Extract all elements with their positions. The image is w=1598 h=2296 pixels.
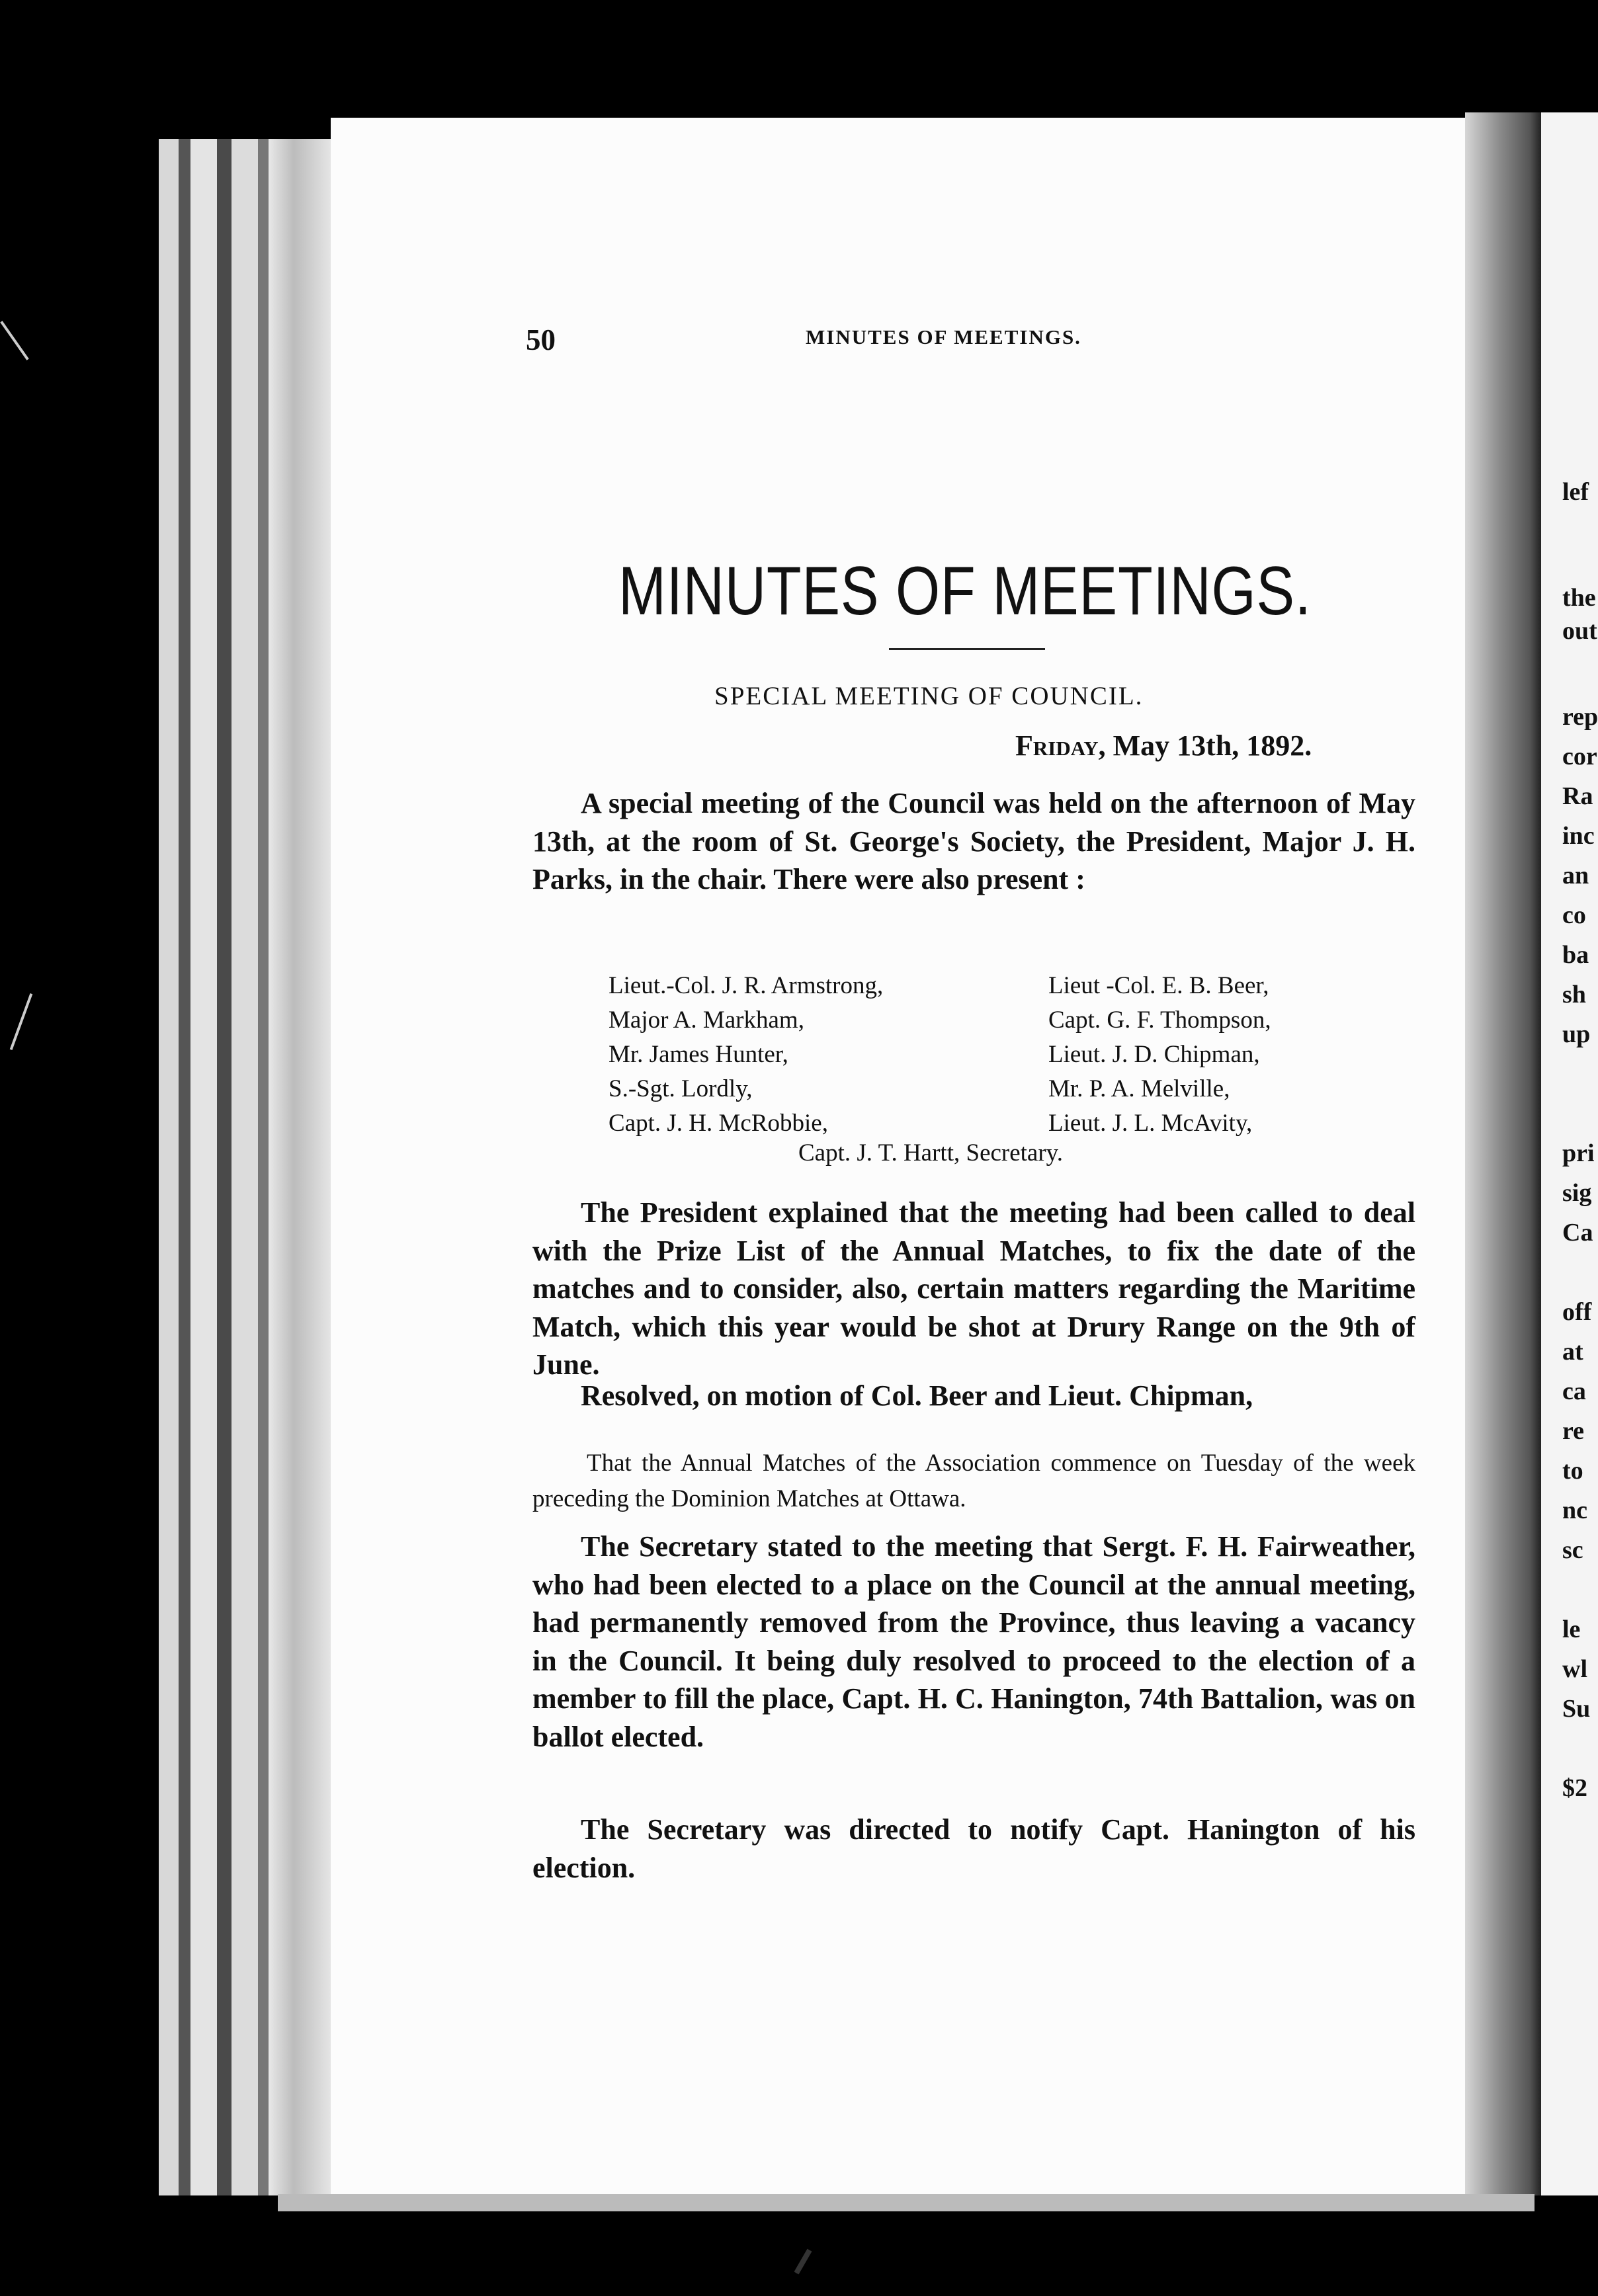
facing-page-fragment: re: [1562, 1417, 1585, 1445]
facing-page-fragment: ba: [1562, 941, 1589, 969]
scan-mark: [10, 993, 33, 1050]
facing-page-fragment: rep: [1562, 703, 1598, 731]
book-edge: [159, 139, 179, 2195]
attendees-list: [609, 969, 1369, 1141]
secretary-paragraph: The Secretary stated to the meeting that Sergt. F. H. Fairweather, who had been elected to a place on the Council at the annual meeting, had permanently removed from the Province, thus leaving a vacancy in the Council. It being duly resolved to proceed to the election of a member to fill the place, Capt. H. C. Hanington, 74th Battalion, was on ballot elected.: [532, 1530, 1415, 1753]
book-edge: [258, 139, 269, 2195]
president-paragraph: The President explained that the meeting had been called to deal with the Prize List of the Annual Matches, to fix the date of the matches and to consider, also, certain matters regarding the Maritime Match, which this year would be shot at Drury Range on the 9th of June.: [532, 1196, 1415, 1381]
meeting-date: [1015, 729, 1312, 762]
resolution-text: That the Annual Matches of the Association commence on Tuesday of the week preceding the Dominion Matches at Ottawa.: [532, 1450, 1415, 1512]
meeting-day: Friday,: [1015, 729, 1106, 762]
scan-mark: [0, 321, 28, 360]
facing-page-fragment: lef: [1562, 478, 1589, 506]
secretary-line: Capt. J. T. Hartt, Secretary.: [798, 1139, 1064, 1167]
attendee-name: Capt. G. F. Thompson,: [1048, 1006, 1271, 1034]
facing-page-fragment: sc: [1562, 1536, 1583, 1564]
facing-page-fragment: the: [1562, 584, 1596, 612]
attendee-name: Lieut. J. L. McAvity,: [1048, 1110, 1253, 1137]
facing-page-fragment: off: [1562, 1298, 1592, 1326]
page-number: 50: [526, 323, 556, 356]
attendee-row: [609, 1072, 1369, 1106]
book-edge: [179, 139, 190, 2195]
facing-page-fragment: ca: [1562, 1377, 1586, 1405]
facing-page-fragment: at: [1562, 1338, 1583, 1366]
book-edge: [231, 139, 258, 2195]
facing-page-fragment: up: [1562, 1020, 1591, 1048]
facing-page-fragment: out: [1562, 617, 1597, 645]
facing-page-fragment: Ca: [1562, 1219, 1593, 1247]
facing-page-fragment: cor: [1562, 743, 1597, 770]
title-rule: [889, 648, 1045, 650]
attendee-name: S.-Sgt. Lordly,: [609, 1075, 753, 1102]
facing-page-fragment: sh: [1562, 981, 1586, 1008]
attendee-name: Capt. J. H. McRobbie,: [609, 1110, 828, 1137]
facing-page-fragment: an: [1562, 862, 1589, 889]
page-gutter: [1465, 112, 1541, 2195]
attendee-name: Lieut. J. D. Chipman,: [1048, 1041, 1260, 1068]
facing-page-fragment: inc: [1562, 822, 1595, 850]
intro-paragraph: A special meeting of the Council was held on the afternoon of May 13th, at the room of St. George's Society, the President, Major J. H. Parks, in the chair. There were also present :: [532, 787, 1415, 895]
attendee-row: [609, 1106, 1369, 1141]
facing-page-fragment: wl: [1562, 1655, 1587, 1683]
facing-page-fragment: pri: [1562, 1139, 1595, 1167]
facing-page: [1541, 112, 1598, 2195]
facing-page-fragment: Ra: [1562, 782, 1593, 810]
meeting-date-rest: May 13th, 1892.: [1113, 729, 1312, 762]
book-edge: [217, 139, 231, 2195]
facing-page-fragment: co: [1562, 901, 1586, 929]
scan-mark: [794, 2249, 812, 2275]
attendee-name: Lieut.-Col. J. R. Armstrong,: [609, 972, 884, 999]
facing-page-fragment: to: [1562, 1457, 1583, 1485]
facing-page-fragment: le: [1562, 1616, 1581, 1643]
page-title: MINUTES OF MEETINGS.: [618, 553, 1312, 630]
attendee-row: [609, 969, 1369, 1003]
facing-page-fragment: Su: [1562, 1695, 1591, 1723]
book-bottom-edge: [278, 2194, 1535, 2211]
notify-paragraph: The Secretary was directed to notify Capt. Hanington of his election.: [532, 1813, 1415, 1884]
running-title: MINUTES OF MEETINGS.: [806, 325, 1081, 348]
attendee-name: Lieut -Col. E. B. Beer,: [1048, 972, 1269, 999]
attendee-row: [609, 1038, 1369, 1072]
facing-page-fragment: nc: [1562, 1496, 1587, 1524]
resolved-paragraph: Resolved, on motion of Col. Beer and Lieut. Chipman,: [581, 1379, 1253, 1412]
section-subtitle: SPECIAL MEETING OF COUNCIL.: [714, 682, 1144, 710]
book-edge: [190, 139, 217, 2195]
facing-page-fragment: $2: [1562, 1774, 1587, 1802]
book-edge: [269, 139, 332, 2195]
facing-page-fragment: sig: [1562, 1179, 1592, 1207]
attendee-row: [609, 1003, 1369, 1038]
attendee-name: Major A. Markham,: [609, 1006, 804, 1034]
attendee-name: Mr. James Hunter,: [609, 1041, 788, 1068]
attendee-name: Mr. P. A. Melville,: [1048, 1075, 1230, 1102]
